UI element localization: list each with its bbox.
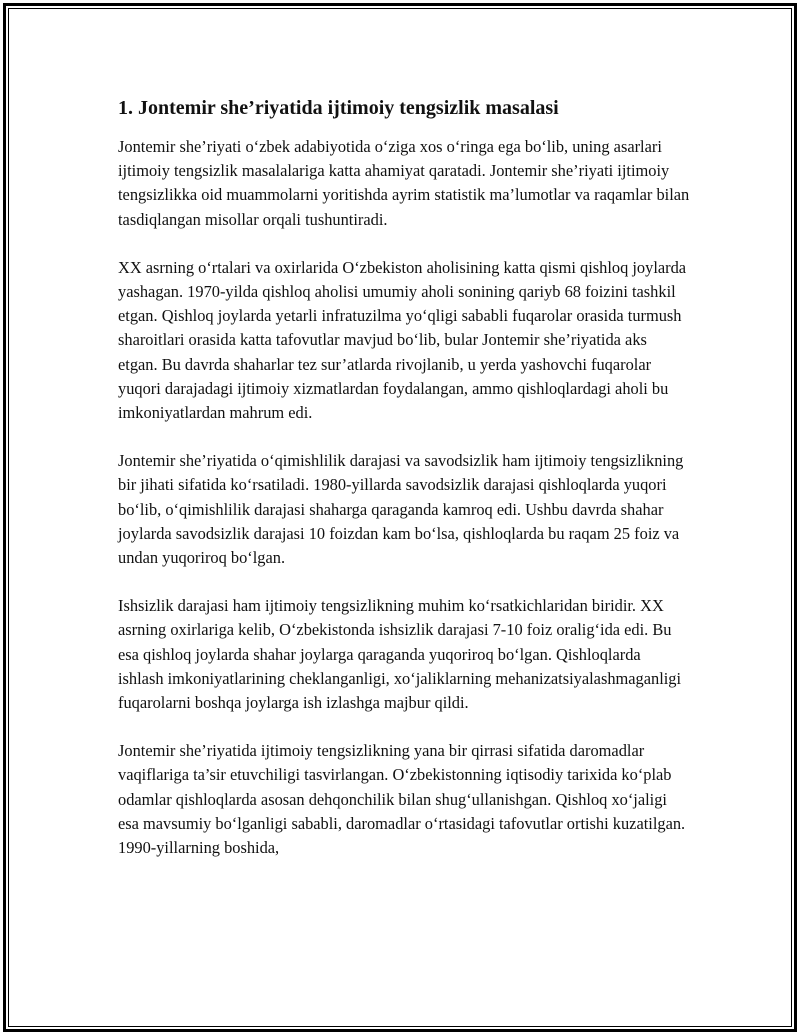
paragraph-unemployment: Ishsizlik darajasi ham ijtimoiy tengsizlikning muhim ko‘rsatkichlaridan biridir. XX asrning oxirlariga kelib, O‘zbekistonda ishsizlik darajasi 7-10 foiz oralig‘ida edi. Bu esa qishloq joylarda shahar joylarga qaraganda yuqoriroq bo‘lgan. Qishloqlarda ishlash imkoniyatlarining cheklanganligi, xo‘jaliklarning mehanizatsiyalashmaganligi fuqarolarni boshqa joylarga ish izlashga majbur qildi. (118, 596, 682, 713)
paragraph-intro: Jontemir she’riyati o‘zbek adabiyotida o‘ziga xos o‘ringa ega bo‘lib, uning asarlari ijtimoiy tengsizlik masalalariga katta ahamiyat qaratadi. Jontemir she’riyati ijtimoiy tengsizlikka oid muammolarni yoritishda ayrim statistik ma’lumotlar va raqamlar bilan tasdiqlangan misollar orqali tushuntiradi. (118, 137, 690, 229)
paragraph-rural-population: XX asrning o‘rtalari va oxirlarida O‘zbekiston aholisining katta qismi qishloq joylarda yashagan. 1970-yilda qishloq aholisi umumiy aholi sonining qariyb 68 foizini tashkil etgan. Qishloq joylarda yetarli infratuzilma yo‘qligi sababli fuqarolar orasida turmush sharoitlari orasida katta tafovutlar mavjud bo‘lib, bular Jontemir she’riyatida aks etgan. Bu davrda shaharlar tez sur’atlarda rivojlanib, u yerda yashovchi fuqarolar yuqori darajadagi ijtimoiy xizmatlardan foydalangan, ammo qishloqlardagi aholi bu imkoniyatlardan mahrum edi. (118, 257, 687, 423)
document-body (118, 95, 690, 884)
paragraph-literacy: Jontemir she’riyatida o‘qimishlilik darajasi va savodsizlik ham ijtimoiy tengsizlikning bir jihati sifatida ko‘rsatiladi. 1980-yillarda savodsizlik darajasi qishloqlarda yuqori bo‘lib, o‘qimishlilik darajasi shaharga qaraganda kamroq edi. Ushbu davrda shahar joylarda savodsizlik darajasi 10 foizdan kam bo‘lsa, qishloqlarda bu raqam 25 foiz va undan yuqoriroq bo‘lgan. (118, 451, 684, 568)
section-heading: 1. Jontemir she’riyatida ijtimoiy tengsizlik masalasi (118, 97, 559, 119)
paragraph-income: Jontemir she’riyatida ijtimoiy tengsizlikning yana bir qirrasi sifatida daromadlar vaqiflariga ta’sir etuvchiligi tasvirlangan. O‘zbekistonning iqtisodiy tarixida ko‘plab odamlar qishloqlarda asosan dehqonchilik bilan shug‘ullanishgan. Qishloq xo‘jaligi esa mavsumiy bo‘lganligi sababli, daromadlar o‘rtasidagi tafovutlar ortishi kuzatilgan. 1990-yillarning boshida, (118, 741, 686, 858)
